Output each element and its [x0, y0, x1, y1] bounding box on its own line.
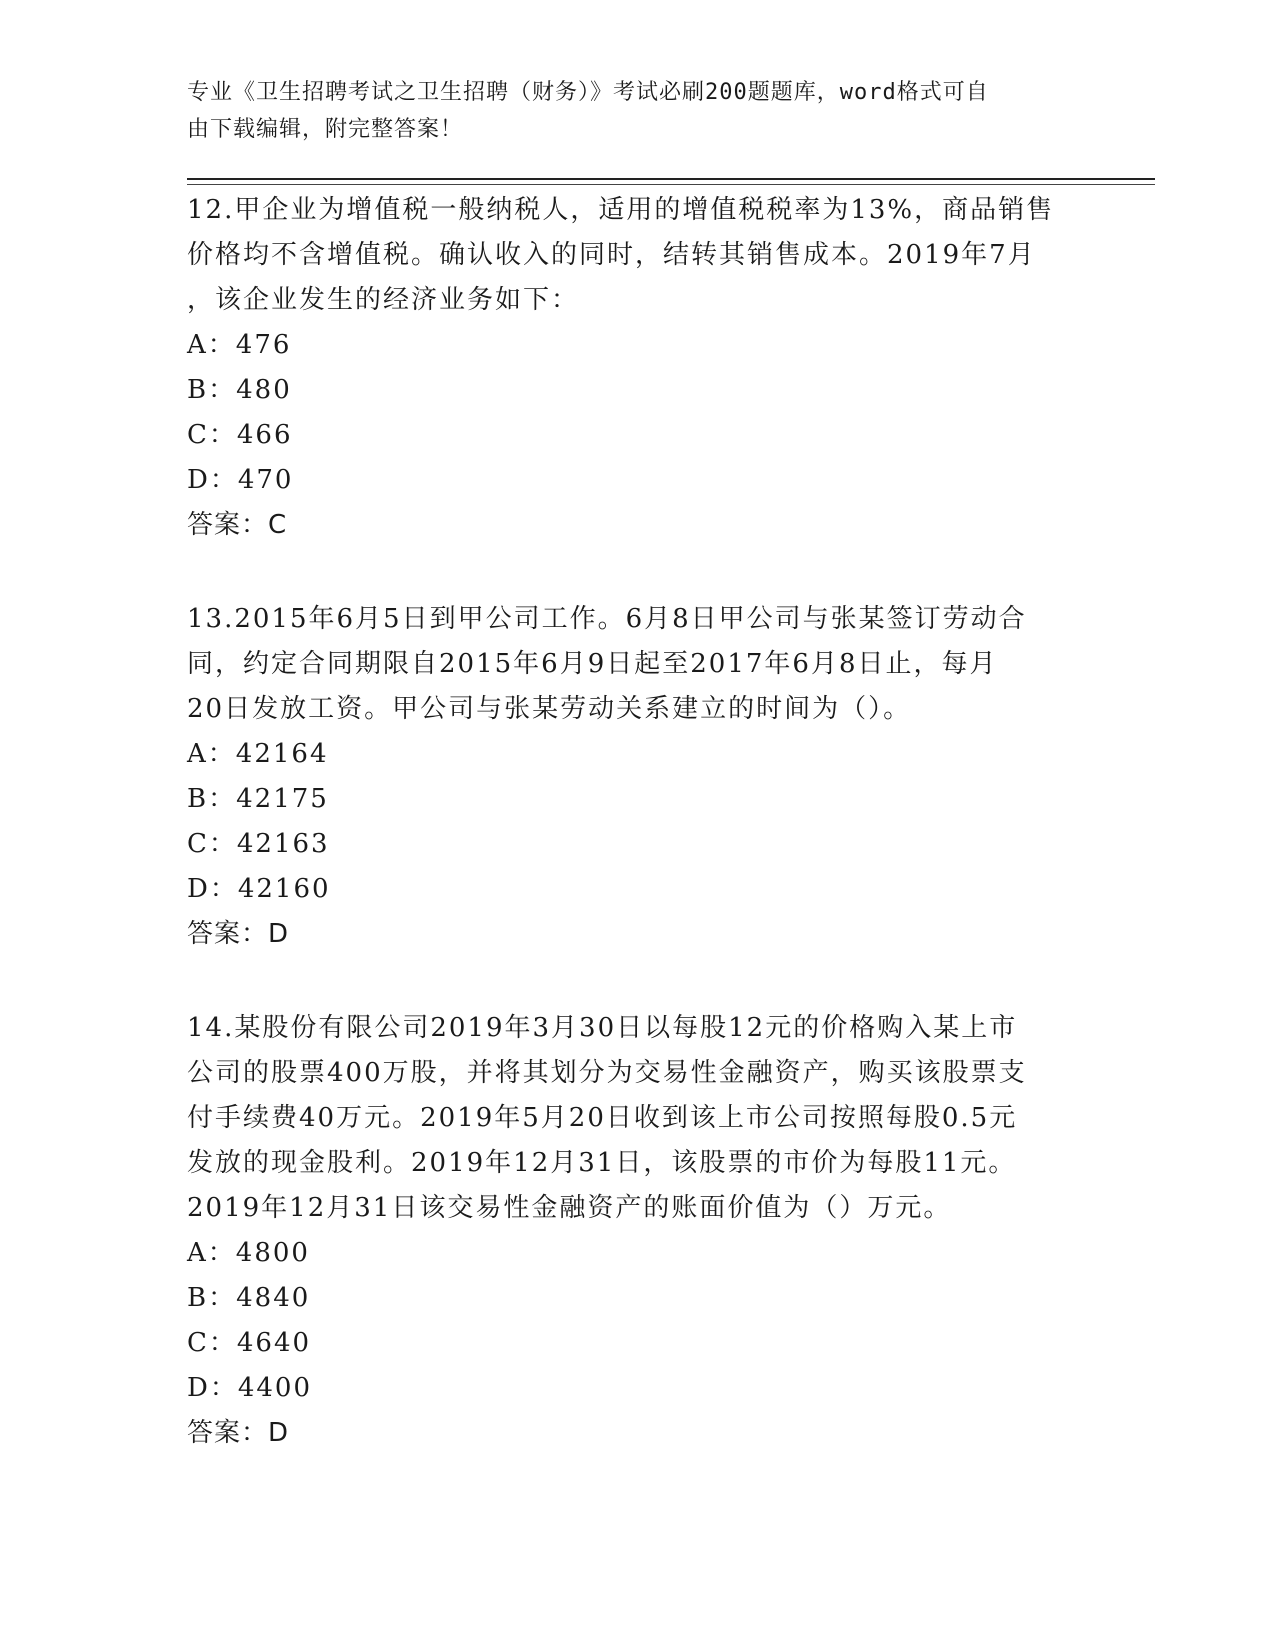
- option-b: B：480: [187, 375, 292, 405]
- header-divider-thin: [187, 184, 1155, 185]
- question-text-line: 20日发放工资。甲公司与张某劳动关系建立的时间为（）。: [187, 694, 912, 724]
- question-text-line: 同，约定合同期限自2015年6月9日起至2017年6月8日止，每月: [187, 649, 998, 679]
- option-b: B：42175: [187, 784, 329, 814]
- question-13: [187, 597, 1087, 957]
- answer-line: 答案：D: [187, 919, 290, 949]
- header-line-1: 专业《卫生招聘考试之卫生招聘（财务）》考试必刷200题题库，word格式可自: [187, 80, 989, 105]
- question-text-line: 12.甲企业为增值税一般纳税人，适用的增值税税率为13%，商品销售: [187, 195, 1055, 225]
- option-c: C：466: [187, 420, 293, 450]
- answer-line: 答案：C: [187, 510, 288, 540]
- option-d: D：4400: [187, 1373, 313, 1403]
- question-text-line: 14.某股份有限公司2019年3月30日以每股12元的价格购入某上市: [187, 1013, 1018, 1043]
- option-a: A：476: [187, 330, 292, 360]
- question-text-line: 价格均不含增值税。确认收入的同时，结转其销售成本。2019年7月: [187, 240, 1036, 270]
- question-text-line: 公司的股票400万股，并将其划分为交易性金融资产，购买该股票支: [187, 1058, 1027, 1088]
- option-d: D：470: [187, 465, 294, 495]
- option-c: C：42163: [187, 829, 330, 859]
- header-divider-thick: [187, 178, 1155, 180]
- question-text-line: ，该企业发生的经济业务如下：: [187, 285, 580, 315]
- question-text-line: 2019年12月31日该交易性金融资产的账面价值为（）万元。: [187, 1193, 952, 1223]
- question-text-line: 付手续费40万元。2019年5月20日收到该上市公司按照每股0.5元: [187, 1103, 1018, 1133]
- question-text-line: 发放的现金股利。2019年12月31日，该股票的市价为每股11元。: [187, 1148, 1017, 1178]
- header-line-2: 由下载编辑，附完整答案！: [187, 117, 464, 142]
- option-c: C：4640: [187, 1328, 312, 1358]
- option-b: B：4840: [187, 1283, 311, 1313]
- answer-line: 答案：D: [187, 1418, 290, 1448]
- option-d: D：42160: [187, 874, 331, 904]
- question-12: [187, 188, 1087, 548]
- option-a: A：42164: [187, 739, 329, 769]
- document-header: [187, 74, 1067, 148]
- option-a: A：4800: [187, 1238, 310, 1268]
- question-14: [187, 1006, 1087, 1456]
- question-text-line: 13.2015年6月5日到甲公司工作。6月8日甲公司与张某签订劳动合: [187, 604, 1027, 634]
